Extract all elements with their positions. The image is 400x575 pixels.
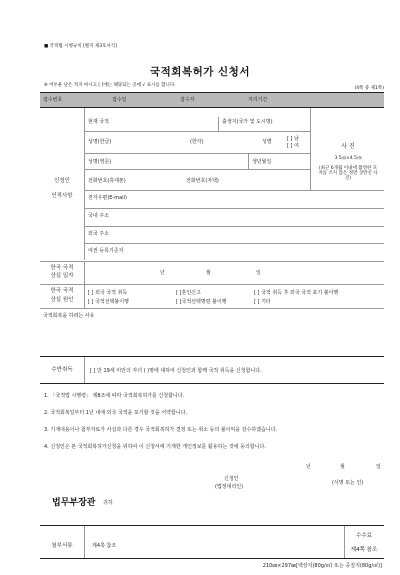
reason-foreign-nationality-checkbox[interactable]: [ ] 외국 국적 취득 (88, 290, 128, 296)
legal-rep-label: (법정대리인) (215, 484, 244, 490)
photo-divider (310, 108, 311, 190)
sign-date-year: 년 (306, 464, 311, 470)
photo-size: 3.5㎝×4.5㎝ (334, 156, 362, 161)
reason-other-checkbox[interactable]: [ ] 기타 (254, 299, 271, 305)
applicant-sign-label: 신청인 (224, 476, 239, 482)
sign-date-day: 일 (376, 464, 381, 470)
sign-seal-label: (서명 또는 인) (332, 480, 364, 486)
foreign-address-label: 외국 주소 (88, 231, 109, 237)
row-divider (84, 208, 384, 209)
row-divider (84, 153, 310, 154)
loss-reason-label2: 상실 원인 (50, 297, 74, 303)
statement-4: 4. 신청인은 본 국적회복허가신청을 위하여 이 신청서에 기재한 개인정보를 활용하는 것에 동의합니다. (44, 444, 266, 450)
gender-male-checkbox[interactable]: [ ] 남 (287, 136, 299, 142)
row-divider (40, 308, 384, 309)
loss-date-label: 한국 국적 (50, 265, 74, 271)
cell-divider (84, 526, 85, 558)
applicant-section-label: 신청인 (54, 178, 70, 184)
receipt-number-label: 접수번호 (43, 97, 63, 103)
section-divider (40, 383, 384, 384)
fee-text: 제4쪽 참조 (350, 547, 378, 553)
receipt-date-label: 접수일 (112, 97, 127, 103)
cell-divider (84, 357, 85, 383)
applicant-section-label2: 인적사항 (51, 193, 73, 199)
phone-home-label: 전화번호(자택) (186, 178, 219, 184)
sign-date-month: 월 (340, 464, 345, 470)
row-divider (84, 226, 384, 227)
fee-label: 수수료 (356, 533, 372, 539)
reason-marriage-checkbox[interactable]: [ ]혼인신고 (176, 290, 201, 296)
loss-date-year: 년 (160, 270, 165, 276)
name-hanja-label: (한자) (190, 139, 204, 145)
processing-period-label: 처리기간 (248, 97, 268, 103)
footer-table-top (40, 525, 384, 526)
form-reference: ■ 국적법 시행규칙 [별지 제3호서식] (44, 44, 117, 49)
loss-date-day: 일 (256, 270, 261, 276)
gender-female-checkbox[interactable]: [ ] 여 (287, 143, 299, 149)
current-nationality-label: 현재 국적 (88, 119, 109, 125)
row-divider (84, 190, 384, 191)
row-divider (40, 261, 384, 262)
photo-note: (최근 6개월 이내에 촬영한 모자를 쓰지 않은 정면 상반신 사진) (318, 166, 378, 181)
attachments-label: 첨부서류 (51, 543, 73, 549)
gender-label: 성별 (262, 139, 272, 145)
receipt-bottom-border (40, 107, 384, 108)
footer-table-bottom (40, 558, 384, 559)
accompanying-label: 수반취득 (51, 367, 73, 373)
name-english-label: 성명(영문) (88, 159, 112, 165)
cell-divider (84, 262, 85, 308)
row-divider (84, 243, 384, 244)
loss-date-month: 월 (206, 270, 211, 276)
statement-1: 1. 「국적법 시행령」 제8조에 따라 국적회복허가를 신청합니다. (44, 393, 185, 399)
paper-size: 210㎜×297㎜[백상지(80g/㎡) 또는 중질지(80g/㎡)] (262, 563, 382, 569)
loss-date-label2: 상실 일자 (50, 273, 74, 279)
receipt-row (40, 93, 384, 107)
reason-nonselection-checkbox[interactable]: [ ] 국적선택불이행 (88, 299, 129, 305)
addressee-suffix: 귀하 (103, 500, 113, 506)
section-divider (40, 356, 384, 357)
cell-divider (218, 117, 219, 131)
name-korean-label: 성명(한글) (88, 139, 112, 145)
residence-label: 여권 등록기준지 (88, 248, 124, 254)
form-title: 국적회복허가 신청서 (150, 66, 250, 78)
photo-label: 사 진 (341, 143, 355, 150)
cell-divider (248, 153, 249, 169)
birthplace-label: 출생지(국가 및 도시명) (222, 119, 273, 125)
row-divider (40, 284, 384, 285)
statement-3: 3. 기재내용이나 첨부자료가 사실과 다른 경우 국적회복허가 결정 또는 취소 등의 불이익을 감수하겠습니다. (44, 427, 278, 433)
restoration-reason-label: 국적회복을 하려는 사유 (43, 313, 95, 319)
addressee: 법무부장관 (52, 498, 96, 508)
receipt-person-label: 접수자 (180, 97, 195, 103)
statement-2: 2. 국적회복일부터 1년 내에 외국 국적을 포기할 것을 서약합니다. (44, 410, 188, 416)
email-label: 전자우편(E-mail) (88, 195, 127, 201)
domestic-address-label: 국내 주소 (88, 213, 109, 219)
page-count: (4쪽 중 제1쪽) (354, 86, 384, 91)
phone-mobile-label: 전화번호(휴대폰) (88, 178, 126, 184)
loss-reason-label: 한국 국적 (50, 288, 74, 294)
accompanying-children-checkbox[interactable]: [ ] 만 19세 미만의 자녀 ( )명에 대하여 신청인과 함께 국적 취득을 신청합니다. (90, 368, 262, 374)
birthdate-label: 생년월일 (252, 159, 272, 165)
reason-selection-order-checkbox[interactable]: [ ]국적선택명령 불이행 (176, 299, 227, 305)
row-divider (84, 169, 310, 170)
attachments-text: 제4쪽 참조 (92, 543, 117, 549)
form-notice: ※ 어두운 난은 적지 마시고 [ ]에는 해당되는 곳에 √ 표시를 합니다. (44, 83, 176, 88)
row-divider (84, 131, 310, 132)
reason-nonrenounce-checkbox[interactable]: [ ] 국적 취득 후 외국 국적 포기 불이행 (254, 290, 339, 296)
